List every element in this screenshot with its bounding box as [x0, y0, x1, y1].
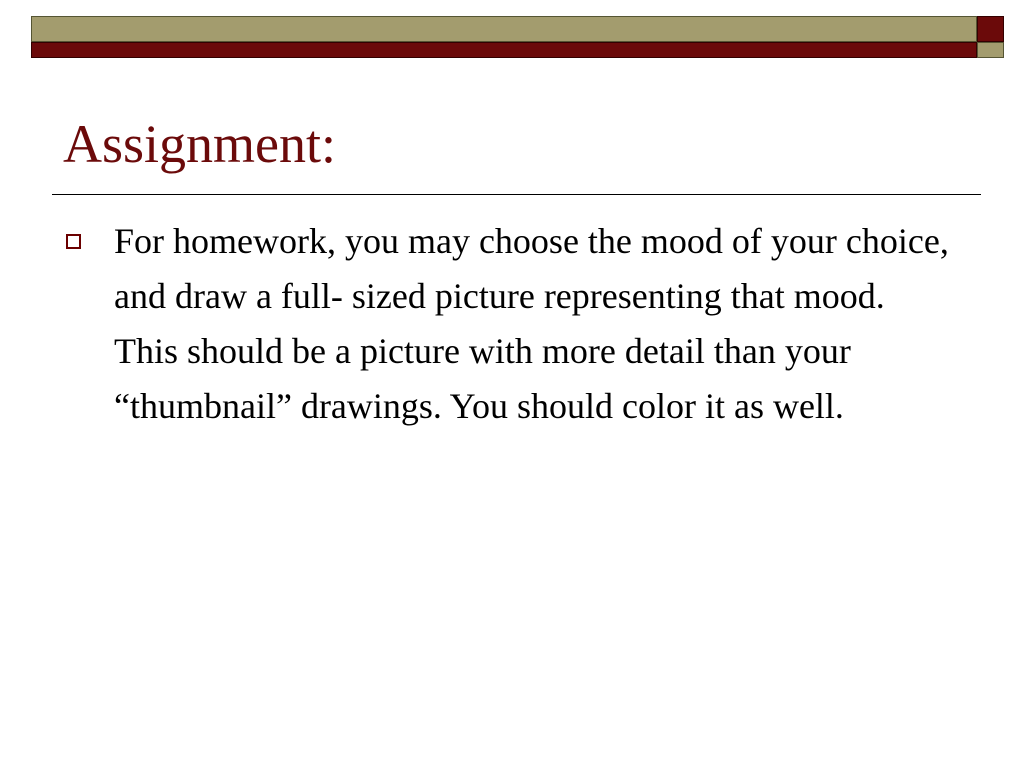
title-divider [52, 194, 981, 195]
header-bar-maroon [31, 42, 977, 58]
bullet-text: For homework, you may choose the mood of your choice, and draw a full- sized picture representing that mood. This should be a picture with more detail than your “thumbnail” drawings. You should color it as well. [114, 221, 949, 426]
slide-title: Assignment: [63, 114, 337, 174]
hollow-square-bullet-icon [66, 234, 81, 249]
header-bar-olive [31, 16, 977, 42]
header-square-olive [977, 42, 1004, 58]
header-square-maroon [977, 16, 1004, 42]
